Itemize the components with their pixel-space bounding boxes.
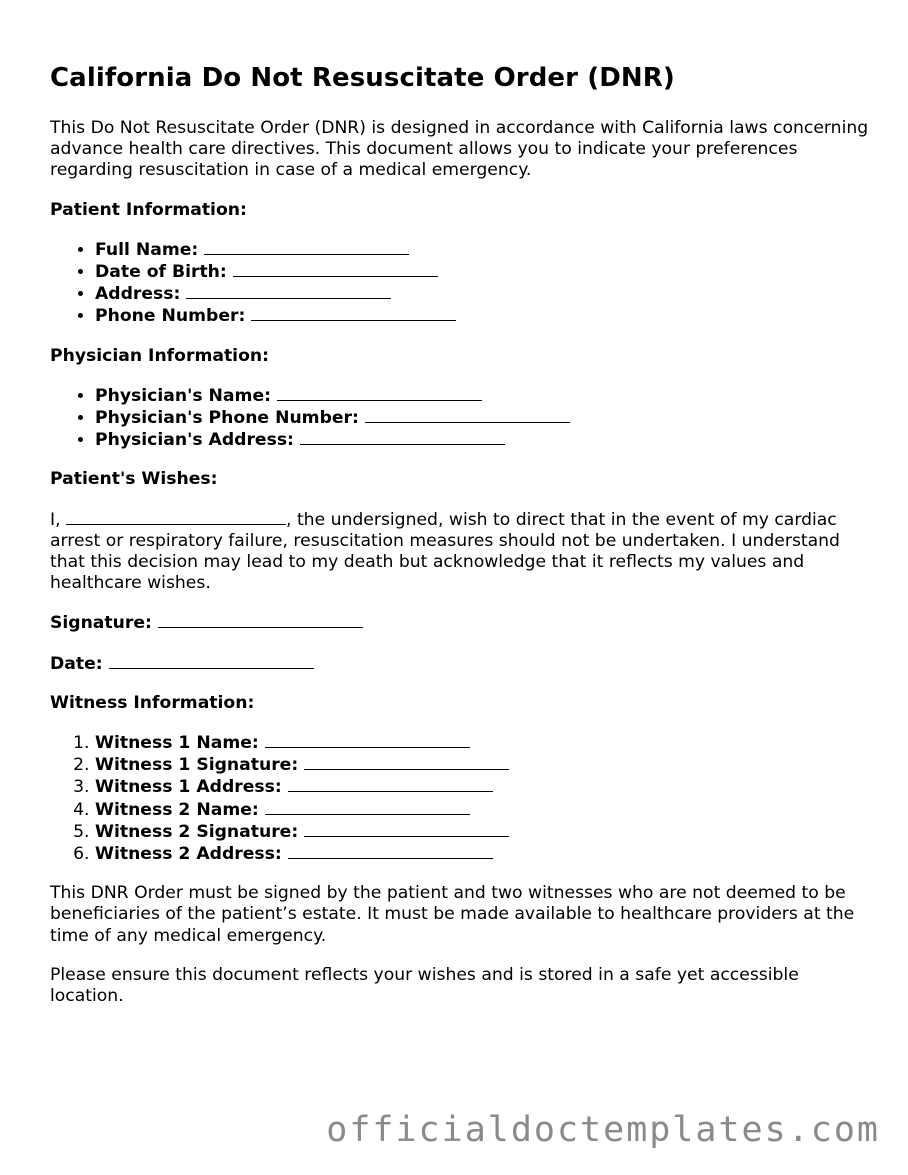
patient-wishes-paragraph <box>50 509 870 595</box>
field-label: Witness 2 Name: <box>95 799 259 820</box>
document-title: California Do Not Resuscitate Order (DNR) <box>50 63 675 93</box>
list-item <box>95 843 870 865</box>
list-item <box>95 385 870 407</box>
list-item <box>95 239 870 261</box>
document-page <box>50 0 870 1007</box>
witness-info-list <box>50 732 870 865</box>
witness-1-name-blank[interactable] <box>265 732 470 748</box>
phone-number-blank[interactable] <box>251 305 456 321</box>
wishes-prefix: I, <box>50 509 61 530</box>
signature-blank[interactable] <box>158 612 363 628</box>
list-item <box>95 407 870 429</box>
field-label: Witness 1 Address: <box>95 777 282 798</box>
date-of-birth-blank[interactable] <box>233 261 438 277</box>
witness-2-address-blank[interactable] <box>288 843 493 859</box>
list-item <box>95 283 870 305</box>
field-label: Physician's Name: <box>95 385 271 406</box>
patient-info-heading: Patient Information: <box>50 199 247 220</box>
field-label: Physician's Address: <box>95 430 294 451</box>
intro-paragraph: This Do Not Resuscitate Order (DNR) is designed in accordance with California laws concerning advance health care directives. This document allows you to indicate your preferences regarding resuscitation in case of a medical emergency. <box>50 118 869 181</box>
watermark-text: officialdoctemplates.com <box>326 1110 880 1150</box>
field-label: Phone Number: <box>95 306 246 327</box>
address-blank[interactable] <box>186 283 391 299</box>
witness-2-signature-blank[interactable] <box>304 821 509 837</box>
witness-1-address-blank[interactable] <box>288 776 493 792</box>
field-label: Date of Birth: <box>95 262 227 283</box>
field-label: Witness 2 Signature: <box>95 821 299 842</box>
signature-line <box>50 612 870 634</box>
list-item <box>95 429 870 451</box>
field-label: Full Name: <box>95 239 199 260</box>
physician-name-blank[interactable] <box>277 385 482 401</box>
date-label: Date: <box>50 653 103 674</box>
full-name-blank[interactable] <box>204 239 409 255</box>
field-label: Witness 1 Signature: <box>95 755 299 776</box>
physician-info-heading: Physician Information: <box>50 345 269 366</box>
date-line <box>50 653 870 675</box>
witness-2-name-blank[interactable] <box>265 799 470 815</box>
wishes-text: , the undersigned, wish to direct that in the event of my cardiac arrest or respiratory failure, resuscitation measures should not be undertaken. I understand that this decision may lead to my death but acknowledge that it reflects my values and healthcare wishes. <box>50 509 840 594</box>
date-blank[interactable] <box>109 653 314 669</box>
field-label: Physician's Phone Number: <box>95 408 359 429</box>
list-item <box>95 799 870 821</box>
list-item <box>95 732 870 754</box>
wishes-name-blank[interactable] <box>66 509 286 525</box>
physician-info-list <box>50 385 870 452</box>
list-item <box>95 776 870 798</box>
field-label: Witness 1 Name: <box>95 733 259 754</box>
witness-info-heading: Witness Information: <box>50 692 255 713</box>
field-label: Address: <box>95 284 181 305</box>
patient-info-list <box>50 239 870 328</box>
list-item <box>95 305 870 327</box>
list-item <box>95 821 870 843</box>
witness-1-signature-blank[interactable] <box>304 754 509 770</box>
signature-label: Signature: <box>50 613 152 634</box>
closing-paragraph-1: This DNR Order must be signed by the patient and two witnesses who are not deemed to be beneficiaries of the patient’s estate. It must be made available to healthcare providers at the time of any medical emergency. <box>50 883 855 946</box>
list-item <box>95 754 870 776</box>
physician-address-blank[interactable] <box>300 429 505 445</box>
physician-phone-blank[interactable] <box>365 407 570 423</box>
field-label: Witness 2 Address: <box>95 844 282 865</box>
patient-wishes-heading: Patient's Wishes: <box>50 469 218 490</box>
closing-paragraph-2: Please ensure this document reflects your wishes and is stored in a safe yet accessible location. <box>50 964 799 1007</box>
list-item <box>95 261 870 283</box>
